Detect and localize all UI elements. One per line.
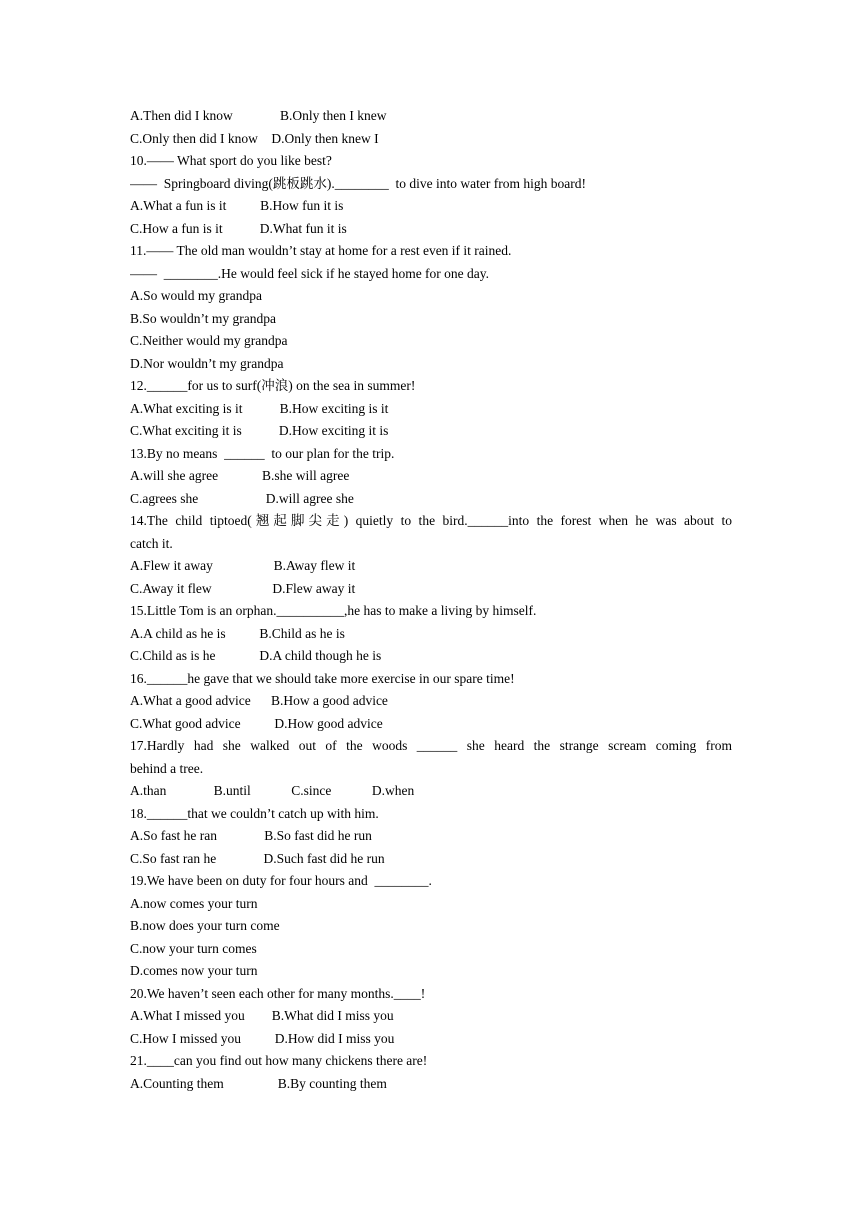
option-line-13ab: A.will she agree B.she will agree	[130, 468, 350, 483]
option-line-9cd: C.Only then did I know D.Only then knew I	[130, 130, 379, 146]
option-line-20cd: C.How I missed you D.How did I miss you	[130, 1030, 395, 1046]
option-11b: B.So wouldn’t my grandpa	[130, 310, 276, 326]
option-line-10cd: C.How a fun is it D.What fun it is	[130, 220, 347, 236]
document-page	[130, 105, 732, 1095]
question-15: 15.Little Tom is an orphan.__________,he has to make a living by himself.	[130, 603, 537, 618]
option-line-16ab: A.What a good advice B.How a good advice	[130, 693, 388, 708]
question-17: 17.Hardly had she walked out of the woods ______ she heard the strange scream coming from	[130, 738, 732, 753]
option-line-14ab: A.Flew it away B.Away flew it	[130, 558, 356, 573]
option-line-18cd: C.So fast ran he D.Such fast did he run	[130, 850, 385, 866]
question-14-cont: catch it.	[130, 535, 173, 551]
option-line-18ab: A.So fast he ran B.So fast did he run	[130, 828, 372, 843]
option-line-13cd: C.agrees she D.will agree she	[130, 490, 354, 506]
question-13: 13.By no means ______ to our plan for the trip.	[130, 445, 395, 461]
option-19b: B.now does your turn come	[130, 918, 280, 933]
option-line-17: A.than B.until C.since D.when	[130, 783, 415, 798]
question-21: 21.____can you find out how many chickens there are!	[130, 1053, 428, 1068]
question-20: 20.We haven’t seen each other for many months.____!	[130, 985, 426, 1001]
option-19a: A.now comes your turn	[130, 895, 258, 911]
option-line-21ab: A.Counting them B.By counting them	[130, 1075, 387, 1091]
option-line-16cd: C.What good advice D.How good advice	[130, 715, 383, 731]
option-line-12cd: C.What exciting it is D.How exciting it is	[130, 423, 389, 438]
question-17-cont: behind a tree.	[130, 760, 204, 776]
question-12: 12.______for us to surf(冲浪) on the sea in summer!	[130, 378, 416, 393]
option-11d: D.Nor wouldn’t my grandpa	[130, 355, 284, 371]
option-line-12ab: A.What exciting is it B.How exciting is it	[130, 400, 389, 416]
option-19c: C.now your turn comes	[130, 940, 257, 956]
option-line-9ab: A.Then did I know B.Only then I knew	[130, 108, 387, 123]
option-line-10ab: A.What a fun is it B.How fun it is	[130, 198, 344, 213]
option-line-20ab: A.What I missed you B.What did I miss you	[130, 1008, 394, 1023]
option-19d: D.comes now your turn	[130, 963, 258, 978]
question-10-reply: —— Springboard diving(跳板跳水).________ to dive into water from high board!	[130, 175, 586, 191]
question-11-reply: —— ________.He would feel sick if he stayed home for one day.	[130, 265, 490, 281]
question-11: 11.—— The old man wouldn’t stay at home for a rest even if it rained.	[130, 243, 512, 258]
question-16: 16.______he gave that we should take more exercise in our spare time!	[130, 670, 515, 686]
question-19: 19.We have been on duty for four hours and ________.	[130, 873, 432, 888]
question-14: 14.The child tiptoed(翘起脚尖走) quietly to the bird.______into the forest when he was about to	[130, 513, 732, 528]
option-line-15ab: A.A child as he is B.Child as he is	[130, 625, 345, 641]
option-line-14cd: C.Away it flew D.Flew away it	[130, 580, 356, 596]
option-line-15cd: C.Child as is he D.A child though he is	[130, 648, 382, 663]
question-10: 10.—— What sport do you like best?	[130, 153, 332, 168]
option-11c: C.Neither would my grandpa	[130, 333, 288, 348]
option-11a: A.So would my grandpa	[130, 288, 262, 303]
question-18: 18.______that we couldn’t catch up with him.	[130, 805, 379, 821]
